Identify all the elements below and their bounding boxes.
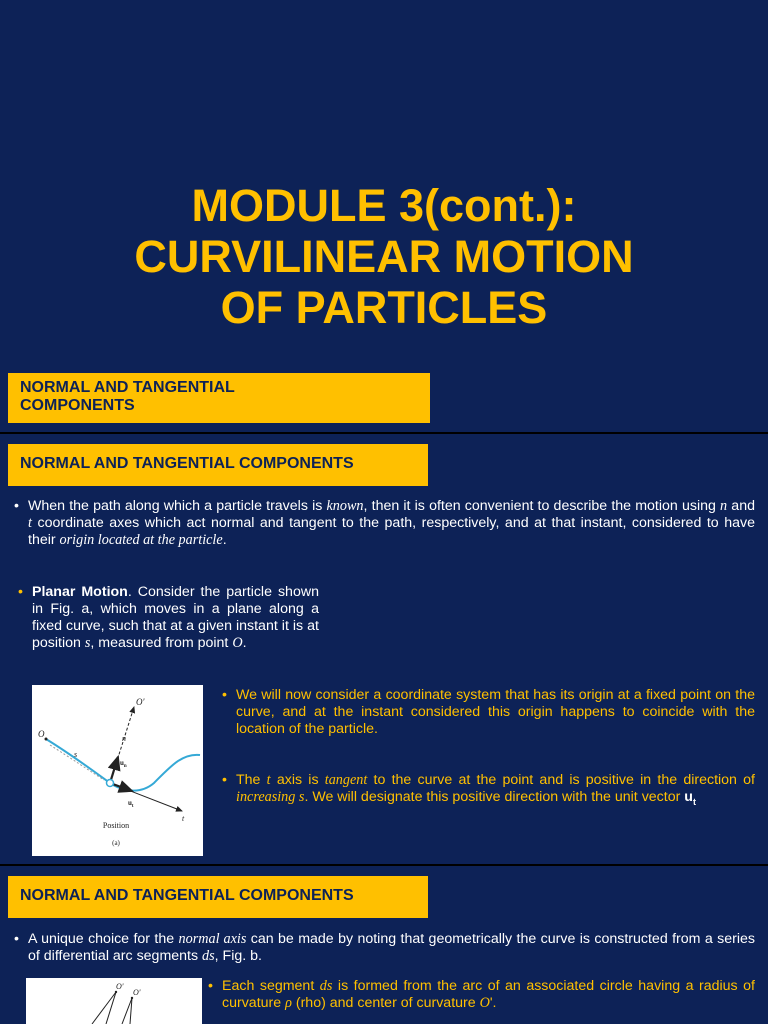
banner-line-1: NORMAL AND TANGENTIAL	[20, 379, 235, 396]
bullet-paragraph-t-axis: • The t axis is tangent to the curve at the point and is positive in the direction of increasing s. We will designate this positive direction with the unit vector $u_t$	[222, 772, 755, 807]
section-banner	[8, 373, 430, 423]
label-s: s	[74, 750, 78, 759]
label-un: $u_n$	[120, 759, 127, 769]
figure-caption: Position	[102, 821, 130, 830]
bullet-paragraph-planar-motion: • Planar Motion. Consider the particle shown in Fig. a, which moves in a plane along a fixed curve, such that at a given instant it is at position s, measured from point O.	[18, 584, 319, 651]
bullet-icon: •	[14, 931, 19, 947]
bullet-paragraph-coordinate-system: • We will now consider a coordinate system that has its origin at a fixed point on the curve, and at the instant considered this origin happens to coincide with the location of the particle.	[222, 687, 755, 737]
title-line-3: OF PARTICLES	[220, 282, 548, 333]
figure-b-curvature	[26, 978, 202, 1024]
label-ut: $u_t$	[128, 799, 134, 809]
label-t: t	[182, 814, 185, 823]
particle-point	[107, 780, 114, 787]
title-line-1: MODULE 3(cont.):	[191, 180, 577, 231]
bullet-icon: •	[14, 498, 19, 514]
label-n: n	[122, 734, 126, 743]
bullet-icon: •	[222, 687, 227, 703]
bullet-icon: •	[208, 978, 213, 994]
figure-a-position	[32, 685, 203, 856]
module-title	[0, 180, 768, 333]
banner-line-2: COMPONENTS	[20, 397, 135, 414]
section-banner: NORMAL AND TANGENTIAL COMPONENTS	[8, 876, 428, 918]
content-slide-2	[0, 866, 768, 1024]
title-slide	[0, 0, 768, 432]
bullet-icon: •	[18, 584, 23, 600]
label-o-prime-2: O'	[133, 988, 141, 997]
label-o-prime-1: O'	[116, 982, 124, 991]
bullet-paragraph-normal-axis: • A unique choice for the normal axis can be made by noting that geometrically the curve is constructed from a series of differential arc segments ds, Fig. b.	[14, 931, 755, 964]
curvature-diagram	[26, 978, 202, 1024]
label-o: O	[38, 729, 45, 739]
bullet-icon: •	[222, 772, 227, 788]
bullet-paragraph-segment-ds: • Each segment ds is formed from the arc of an associated circle having a radius of curvature ρ (rho) and center of curvature O'.	[208, 978, 755, 1011]
label-o-prime: O'	[136, 697, 145, 707]
title-line-2: CURVILINEAR MOTION	[134, 231, 634, 282]
section-banner: NORMAL AND TANGENTIAL COMPONENTS	[8, 444, 428, 486]
bullet-paragraph-path-known: • When the path along which a particle travels is known, then it is often convenient to describe the motion using n and t coordinate axes which act normal and tangent to the path, respectively, and at that instant, considered to have their origin located at the particle.	[14, 498, 755, 548]
content-slide-1	[0, 434, 768, 864]
figure-sub-caption: (a)	[112, 839, 120, 847]
point-o	[45, 738, 48, 741]
position-diagram	[32, 685, 203, 856]
